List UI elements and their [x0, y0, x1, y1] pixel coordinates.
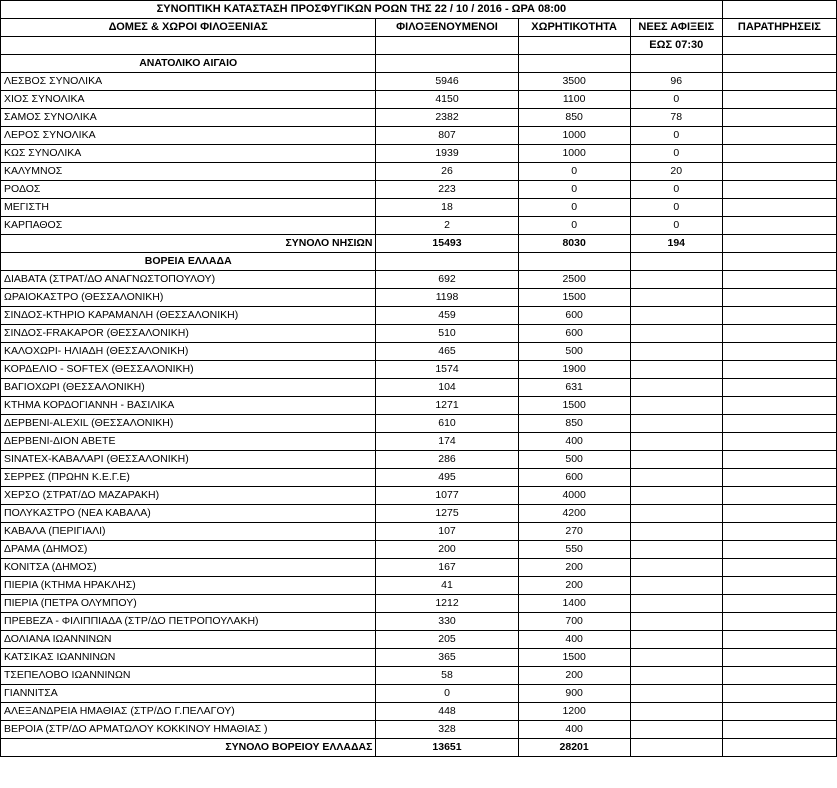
cell-remarks	[722, 109, 836, 127]
cell-facility-name: ΚΑΒΑΛΑ (ΠΕΡΙΓΙΑΛΙ)	[1, 523, 376, 541]
cell-facility-name: ΩΡΑΙΟΚΑΣΤΡΟ (ΘΕΣΣΑΛΟΝΙΚΗ)	[1, 289, 376, 307]
cell-facility-name: ΑΝΑΤΟΛΙΚΟ ΑΙΓΑΙΟ	[1, 55, 376, 73]
cell-facility-name: ΣΙΝΔΟΣ-ΚΤΗΡΙΟ ΚΑΡΑΜΑΝΛΗ (ΘΕΣΣΑΛΟΝΙΚΗ)	[1, 307, 376, 325]
cell-hosted: 58	[376, 667, 518, 685]
table-row	[1, 559, 837, 577]
cell-remarks	[722, 415, 836, 433]
cell-new-arrivals	[630, 685, 722, 703]
cell-remarks	[722, 541, 836, 559]
cell-remarks	[722, 559, 836, 577]
cell-facility-name: ΔΕΡΒΕΝΙ-ΔΙΟΝ ΑΒΕΤΕ	[1, 433, 376, 451]
title-row-spacer	[722, 1, 836, 19]
subheader-arrivals: ΕΩΣ 07:30	[630, 37, 722, 55]
cell-facility-name: ΣΙΝΔΟΣ-FRAKAPOR (ΘΕΣΣΑΛΟΝΙΚΗ)	[1, 325, 376, 343]
cell-hosted: 174	[376, 433, 518, 451]
subheader-hosted	[376, 37, 518, 55]
cell-hosted: 200	[376, 541, 518, 559]
cell-remarks	[722, 55, 836, 73]
cell-hosted: 2382	[376, 109, 518, 127]
cell-new-arrivals	[630, 451, 722, 469]
cell-capacity: 3500	[518, 73, 630, 91]
cell-hosted: 15493	[376, 235, 518, 253]
cell-remarks	[722, 703, 836, 721]
column-header-remarks: ΠΑΡΑΤΗΡΗΣΕΙΣ	[722, 19, 836, 37]
table-row	[1, 127, 837, 145]
cell-new-arrivals	[630, 649, 722, 667]
cell-new-arrivals	[630, 541, 722, 559]
cell-new-arrivals: 0	[630, 91, 722, 109]
cell-facility-name: ΚΟΝΙΤΣΑ (ΔΗΜΟΣ)	[1, 559, 376, 577]
table-row	[1, 667, 837, 685]
cell-capacity	[518, 253, 630, 271]
cell-capacity: 400	[518, 721, 630, 739]
cell-remarks	[722, 163, 836, 181]
cell-new-arrivals	[630, 631, 722, 649]
cell-hosted: 0	[376, 685, 518, 703]
table-row	[1, 649, 837, 667]
cell-capacity: 500	[518, 343, 630, 361]
cell-hosted: 223	[376, 181, 518, 199]
subheader-name	[1, 37, 376, 55]
cell-capacity: 850	[518, 415, 630, 433]
cell-capacity: 1900	[518, 361, 630, 379]
cell-remarks	[722, 127, 836, 145]
cell-new-arrivals: 0	[630, 217, 722, 235]
cell-capacity: 200	[518, 559, 630, 577]
cell-hosted	[376, 55, 518, 73]
cell-capacity: 1000	[518, 127, 630, 145]
cell-capacity: 1100	[518, 91, 630, 109]
cell-capacity: 600	[518, 307, 630, 325]
cell-capacity: 850	[518, 109, 630, 127]
cell-capacity: 200	[518, 577, 630, 595]
title-row	[1, 1, 837, 19]
cell-remarks	[722, 289, 836, 307]
cell-new-arrivals	[630, 667, 722, 685]
cell-facility-name: ΛΕΡΟΣ ΣΥΝΟΛΙΚΑ	[1, 127, 376, 145]
cell-new-arrivals: 20	[630, 163, 722, 181]
cell-remarks	[722, 181, 836, 199]
cell-hosted: 610	[376, 415, 518, 433]
table-row	[1, 415, 837, 433]
cell-capacity: 0	[518, 181, 630, 199]
cell-hosted: 4150	[376, 91, 518, 109]
column-header-hosted: ΦΙΛΟΞΕΝΟΥΜΕΝΟΙ	[376, 19, 518, 37]
cell-remarks	[722, 379, 836, 397]
cell-hosted: 365	[376, 649, 518, 667]
cell-hosted: 459	[376, 307, 518, 325]
table-row	[1, 505, 837, 523]
cell-facility-name: ΣΕΡΡΕΣ (ΠΡΩΗΝ Κ.Ε.Γ.Ε)	[1, 469, 376, 487]
cell-facility-name: ΚΤΗΜΑ ΚΟΡΔΟΓΙΑΝΝΗ - ΒΑΣΙΛΙΚΑ	[1, 397, 376, 415]
cell-hosted: 807	[376, 127, 518, 145]
cell-capacity: 0	[518, 217, 630, 235]
cell-new-arrivals	[630, 433, 722, 451]
cell-facility-name: ΠΙΕΡΙΑ (ΠΕΤΡΑ ΟΛΥΜΠΟΥ)	[1, 595, 376, 613]
cell-hosted: 13651	[376, 739, 518, 757]
cell-remarks	[722, 397, 836, 415]
cell-hosted: 328	[376, 721, 518, 739]
section-header-row	[1, 55, 837, 73]
cell-new-arrivals	[630, 289, 722, 307]
cell-facility-name: ΠΟΛΥΚΑΣΤΡΟ (ΝΕΑ ΚΑΒΑΛΑ)	[1, 505, 376, 523]
table-row	[1, 217, 837, 235]
cell-remarks	[722, 73, 836, 91]
cell-facility-name: ΔΡΑΜΑ (ΔΗΜΟΣ)	[1, 541, 376, 559]
table-row	[1, 703, 837, 721]
table-row	[1, 721, 837, 739]
cell-capacity: 8030	[518, 235, 630, 253]
page-title: ΣΥΝΟΠΤΙΚΗ ΚΑΤΑΣΤΑΣΗ ΠΡΟΣΦΥΓΙΚΩΝ ΡΟΩΝ ΤΗΣ 22 / 10 / 2016 - ΩΡΑ 08:00	[1, 1, 723, 19]
cell-facility-name: ΔΙΑΒΑΤΑ (ΣΤΡΑΤ/ΔΟ ΑΝΑΓΝΩΣΤΟΠΟΥΛΟΥ)	[1, 271, 376, 289]
cell-remarks	[722, 721, 836, 739]
cell-facility-name: ΣΑΜΟΣ ΣΥΝΟΛΙΚΑ	[1, 109, 376, 127]
cell-remarks	[722, 667, 836, 685]
table-row	[1, 523, 837, 541]
cell-capacity: 4000	[518, 487, 630, 505]
cell-new-arrivals: 78	[630, 109, 722, 127]
cell-facility-name: ΚΑΡΠΑΘΟΣ	[1, 217, 376, 235]
cell-remarks	[722, 577, 836, 595]
table-row	[1, 289, 837, 307]
cell-remarks	[722, 343, 836, 361]
cell-capacity: 900	[518, 685, 630, 703]
cell-hosted: 465	[376, 343, 518, 361]
cell-remarks	[722, 613, 836, 631]
table-row	[1, 181, 837, 199]
cell-remarks	[722, 307, 836, 325]
cell-capacity: 600	[518, 325, 630, 343]
table-row	[1, 469, 837, 487]
cell-hosted: 1574	[376, 361, 518, 379]
cell-new-arrivals	[630, 415, 722, 433]
cell-remarks	[722, 91, 836, 109]
subheader-remarks	[722, 37, 836, 55]
table-row	[1, 325, 837, 343]
cell-remarks	[722, 487, 836, 505]
cell-new-arrivals: 194	[630, 235, 722, 253]
table-row	[1, 577, 837, 595]
cell-new-arrivals	[630, 703, 722, 721]
cell-capacity: 0	[518, 163, 630, 181]
cell-hosted: 330	[376, 613, 518, 631]
cell-new-arrivals	[630, 469, 722, 487]
cell-facility-name: ΣΥΝΟΛΟ ΝΗΣΙΩΝ	[1, 235, 376, 253]
cell-facility-name: ΚΟΡΔΕΛΙΟ - SOFTEX (ΘΕΣΣΑΛΟΝΙΚΗ)	[1, 361, 376, 379]
table-body	[1, 1, 837, 757]
cell-capacity: 631	[518, 379, 630, 397]
cell-facility-name: SINATEX-ΚΑΒΑΛΑΡΙ (ΘΕΣΣΑΛΟΝΙΚΗ)	[1, 451, 376, 469]
cell-remarks	[722, 649, 836, 667]
table-row	[1, 631, 837, 649]
cell-capacity: 400	[518, 433, 630, 451]
cell-capacity: 700	[518, 613, 630, 631]
cell-facility-name: ΡΟΔΟΣ	[1, 181, 376, 199]
table-row	[1, 145, 837, 163]
cell-capacity: 1500	[518, 649, 630, 667]
cell-hosted: 26	[376, 163, 518, 181]
cell-capacity: 0	[518, 199, 630, 217]
cell-new-arrivals: 0	[630, 181, 722, 199]
table-row	[1, 163, 837, 181]
cell-new-arrivals	[630, 397, 722, 415]
table-row	[1, 613, 837, 631]
table-row	[1, 433, 837, 451]
cell-facility-name: ΒΟΡΕΙΑ ΕΛΛΑΔΑ	[1, 253, 376, 271]
cell-new-arrivals	[630, 307, 722, 325]
cell-facility-name: ΚΑΤΣΙΚΑΣ ΙΩΑΝΝΙΝΩΝ	[1, 649, 376, 667]
table-row	[1, 487, 837, 505]
cell-capacity: 1000	[518, 145, 630, 163]
cell-capacity: 400	[518, 631, 630, 649]
cell-hosted: 510	[376, 325, 518, 343]
table-row	[1, 685, 837, 703]
cell-hosted: 1939	[376, 145, 518, 163]
cell-hosted: 107	[376, 523, 518, 541]
cell-new-arrivals	[630, 253, 722, 271]
cell-new-arrivals	[630, 721, 722, 739]
cell-facility-name: ΧΙΟΣ ΣΥΝΟΛΙΚΑ	[1, 91, 376, 109]
cell-new-arrivals	[630, 523, 722, 541]
subheader-row	[1, 37, 837, 55]
cell-hosted: 1275	[376, 505, 518, 523]
column-header-name: ΔΟΜΕΣ & ΧΩΡΟΙ ΦΙΛΟΞΕΝΙΑΣ	[1, 19, 376, 37]
table-row	[1, 361, 837, 379]
cell-remarks	[722, 217, 836, 235]
cell-new-arrivals	[630, 487, 722, 505]
cell-facility-name: ΠΙΕΡΙΑ (ΚΤΗΜΑ ΗΡΑΚΛΗΣ)	[1, 577, 376, 595]
table-row	[1, 343, 837, 361]
table-row	[1, 307, 837, 325]
cell-remarks	[722, 235, 836, 253]
cell-hosted: 448	[376, 703, 518, 721]
cell-hosted: 1077	[376, 487, 518, 505]
cell-hosted: 205	[376, 631, 518, 649]
cell-remarks	[722, 505, 836, 523]
cell-capacity: 1500	[518, 397, 630, 415]
cell-facility-name: ΚΑΛΥΜΝΟΣ	[1, 163, 376, 181]
cell-new-arrivals	[630, 271, 722, 289]
cell-new-arrivals	[630, 343, 722, 361]
cell-hosted	[376, 253, 518, 271]
cell-remarks	[722, 739, 836, 757]
cell-capacity: 1500	[518, 289, 630, 307]
cell-capacity	[518, 55, 630, 73]
cell-remarks	[722, 469, 836, 487]
cell-capacity: 200	[518, 667, 630, 685]
cell-new-arrivals	[630, 505, 722, 523]
cell-facility-name: ΤΣΕΠΕΛΟΒΟ ΙΩΑΝΝΙΝΩΝ	[1, 667, 376, 685]
cell-remarks	[722, 433, 836, 451]
column-header-arrivals: ΝΕΕΣ ΑΦΙΞΕΙΣ	[630, 19, 722, 37]
cell-remarks	[722, 199, 836, 217]
cell-new-arrivals	[630, 613, 722, 631]
table-row	[1, 271, 837, 289]
table-row	[1, 109, 837, 127]
cell-remarks	[722, 523, 836, 541]
cell-facility-name: ΑΛΕΞΑΝΔΡΕΙΑ ΗΜΑΘΙΑΣ (ΣΤΡ/ΔΟ Γ.ΠΕΛΑΓΟΥ)	[1, 703, 376, 721]
cell-new-arrivals	[630, 361, 722, 379]
cell-facility-name: ΧΕΡΣΟ (ΣΤΡΑΤ/ΔΟ ΜΑΖΑΡΑΚΗ)	[1, 487, 376, 505]
cell-new-arrivals	[630, 559, 722, 577]
cell-new-arrivals	[630, 379, 722, 397]
cell-capacity: 2500	[518, 271, 630, 289]
cell-new-arrivals	[630, 595, 722, 613]
cell-remarks	[722, 325, 836, 343]
cell-hosted: 1212	[376, 595, 518, 613]
section-header-row	[1, 253, 837, 271]
cell-capacity: 600	[518, 469, 630, 487]
table-row	[1, 541, 837, 559]
cell-facility-name: ΛΕΣΒΟΣ ΣΥΝΟΛΙΚΑ	[1, 73, 376, 91]
table-row	[1, 91, 837, 109]
cell-facility-name: ΚΑΛΟΧΩΡΙ- ΗΛΙΑΔΗ (ΘΕΣΣΑΛΟΝΙΚΗ)	[1, 343, 376, 361]
cell-hosted: 1271	[376, 397, 518, 415]
cell-remarks	[722, 595, 836, 613]
cell-hosted: 5946	[376, 73, 518, 91]
table-row	[1, 379, 837, 397]
cell-facility-name: ΒΕΡΟΙΑ (ΣΤΡ/ΔΟ ΑΡΜΑΤΩΛΟΥ ΚΟΚΚΙΝΟΥ ΗΜΑΘΙΑΣ )	[1, 721, 376, 739]
cell-facility-name: ΜΕΓΙΣΤΗ	[1, 199, 376, 217]
cell-remarks	[722, 451, 836, 469]
cell-new-arrivals: 0	[630, 199, 722, 217]
header-row	[1, 19, 837, 37]
cell-hosted: 18	[376, 199, 518, 217]
cell-remarks	[722, 685, 836, 703]
cell-hosted: 41	[376, 577, 518, 595]
cell-hosted: 167	[376, 559, 518, 577]
cell-hosted: 104	[376, 379, 518, 397]
cell-new-arrivals	[630, 325, 722, 343]
cell-capacity: 270	[518, 523, 630, 541]
cell-new-arrivals: 0	[630, 145, 722, 163]
cell-remarks	[722, 145, 836, 163]
table-row	[1, 595, 837, 613]
cell-capacity: 550	[518, 541, 630, 559]
cell-hosted: 495	[376, 469, 518, 487]
cell-facility-name: ΚΩΣ ΣΥΝΟΛΙΚΑ	[1, 145, 376, 163]
cell-new-arrivals	[630, 577, 722, 595]
cell-facility-name: ΓΙΑΝΝΙΤΣΑ	[1, 685, 376, 703]
cell-remarks	[722, 253, 836, 271]
subheader-capacity	[518, 37, 630, 55]
cell-facility-name: ΔΟΛΙΑΝΑ ΙΩΑΝΝΙΝΩΝ	[1, 631, 376, 649]
cell-capacity: 1400	[518, 595, 630, 613]
cell-capacity: 500	[518, 451, 630, 469]
cell-hosted: 692	[376, 271, 518, 289]
cell-new-arrivals: 0	[630, 127, 722, 145]
cell-hosted: 1198	[376, 289, 518, 307]
cell-capacity: 28201	[518, 739, 630, 757]
cell-facility-name: ΠΡΕΒΕΖΑ - ΦΙΛΙΠΠΙΑΔΑ (ΣΤΡ/ΔΟ ΠΕΤΡΟΠΟΥΛΑΚΗ)	[1, 613, 376, 631]
cell-hosted: 2	[376, 217, 518, 235]
table-row	[1, 397, 837, 415]
cell-remarks	[722, 271, 836, 289]
table-row	[1, 73, 837, 91]
cell-remarks	[722, 361, 836, 379]
table-row	[1, 199, 837, 217]
total-row	[1, 739, 837, 757]
cell-new-arrivals	[630, 55, 722, 73]
total-row	[1, 235, 837, 253]
cell-facility-name: ΔΕΡΒΕΝΙ-ALEXIL (ΘΕΣΣΑΛΟΝΙΚΗ)	[1, 415, 376, 433]
table-row	[1, 451, 837, 469]
column-header-capacity: ΧΩΡΗΤΙΚΟΤΗΤΑ	[518, 19, 630, 37]
cell-new-arrivals	[630, 739, 722, 757]
cell-hosted: 286	[376, 451, 518, 469]
cell-capacity: 1200	[518, 703, 630, 721]
cell-new-arrivals: 96	[630, 73, 722, 91]
cell-facility-name: ΒΑΓΙΟΧΩΡΙ (ΘΕΣΣΑΛΟΝΙΚΗ)	[1, 379, 376, 397]
cell-capacity: 4200	[518, 505, 630, 523]
cell-remarks	[722, 631, 836, 649]
cell-facility-name: ΣΥΝΟΛΟ ΒΟΡΕΙΟΥ ΕΛΛΑΔΑΣ	[1, 739, 376, 757]
